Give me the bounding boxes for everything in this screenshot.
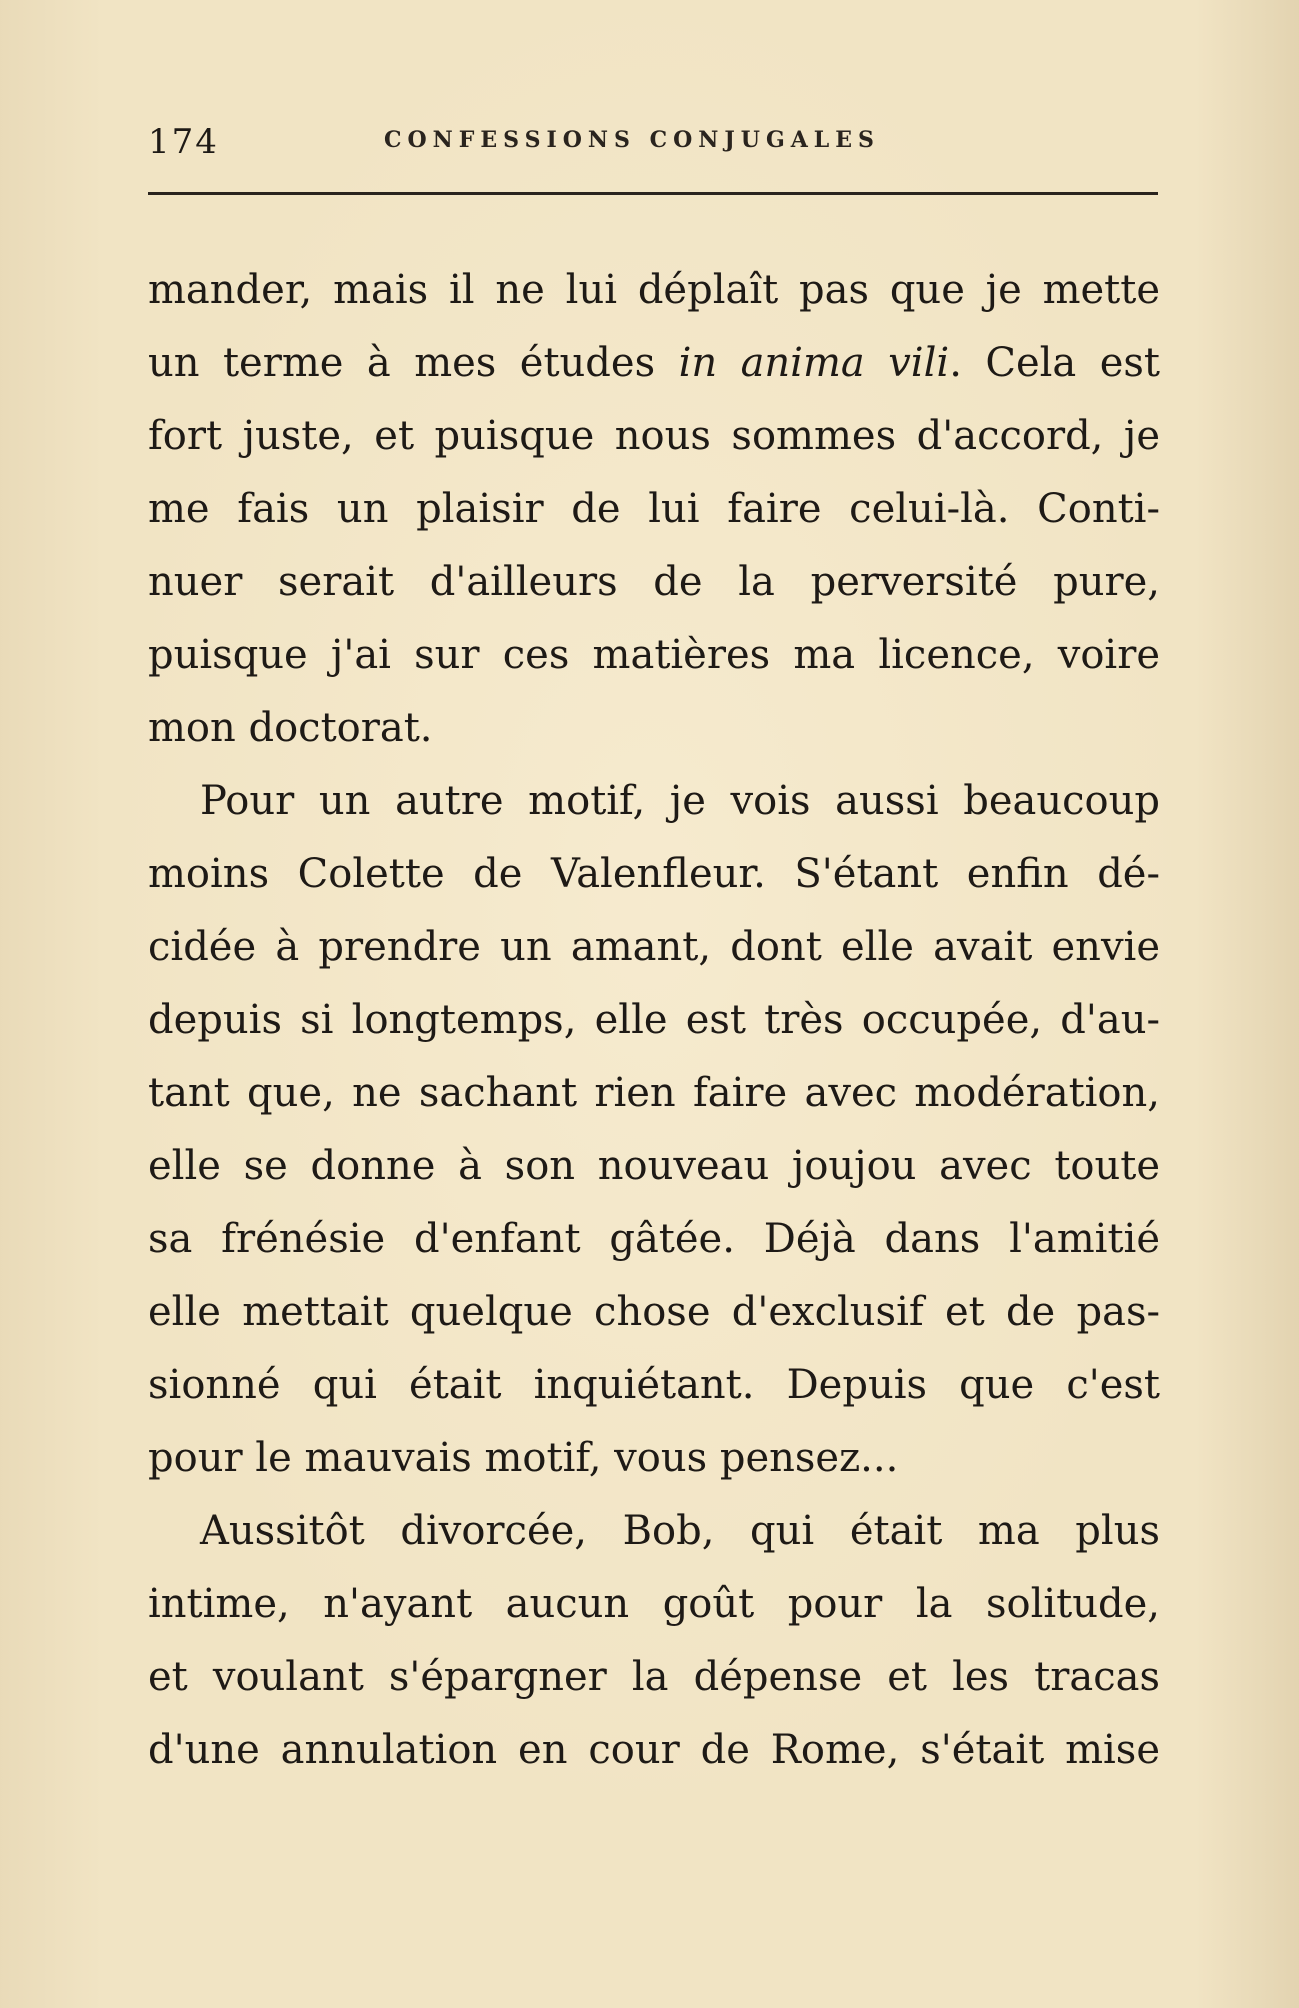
text-line: et voulant s'épargner la dépense et les tracas xyxy=(148,1654,1160,1700)
text-line: depuis si longtemps, elle est très occupée, d'au- xyxy=(148,997,1160,1043)
text-line: intime, n'ayant aucun goût pour la solitude, xyxy=(148,1581,1160,1627)
header-rule xyxy=(148,192,1158,195)
body-text xyxy=(148,254,1160,1787)
text-line: mander, mais il ne lui déplaît pas que je mette xyxy=(148,267,1160,313)
text-line: nuer serait d'ailleurs de la perversité pure, xyxy=(148,559,1160,605)
text-line: elle mettait quelque chose d'exclusif et de pas- xyxy=(148,1289,1160,1335)
text-line: moins Colette de Valenfleur. S'étant enfin dé- xyxy=(148,851,1160,897)
running-title: CONFESSIONS CONJUGALES xyxy=(384,127,880,153)
text-line: elle se donne à son nouveau joujou avec toute xyxy=(148,1143,1160,1189)
text-line: cidée à prendre un amant, dont elle avait envie xyxy=(148,924,1160,970)
text-line: Pour un autre motif, je vois aussi beaucoup xyxy=(200,778,1160,824)
text-line: tant que, ne sachant rien faire avec modération, xyxy=(148,1070,1160,1116)
italic-phrase: in anima vili xyxy=(678,340,950,386)
text-line: sionné qui était inquiétant. Depuis que c'est xyxy=(148,1362,1160,1408)
text-line: mon doctorat. xyxy=(148,705,433,751)
text-fragment: . Cela est xyxy=(949,340,1160,386)
text-line: pour le mauvais motif, vous pensez... xyxy=(148,1435,899,1481)
text-line: fort juste, et puisque nous sommes d'accord, je xyxy=(148,413,1160,459)
text-line: Aussitôt divorcée, Bob, qui était ma plus xyxy=(200,1508,1160,1554)
text-line xyxy=(148,327,1160,400)
text-line: puisque j'ai sur ces matières ma licence, voire xyxy=(148,632,1160,678)
text-line: sa frénésie d'enfant gâtée. Déjà dans l'amitié xyxy=(148,1216,1160,1262)
page-number: 174 xyxy=(148,122,219,162)
text-line: me fais un plaisir de lui faire celui-là. Conti- xyxy=(148,486,1160,532)
text-line: d'une annulation en cour de Rome, s'était mise xyxy=(148,1727,1160,1773)
text-fragment: un terme à mes études xyxy=(148,340,679,386)
running-header xyxy=(148,118,1158,168)
